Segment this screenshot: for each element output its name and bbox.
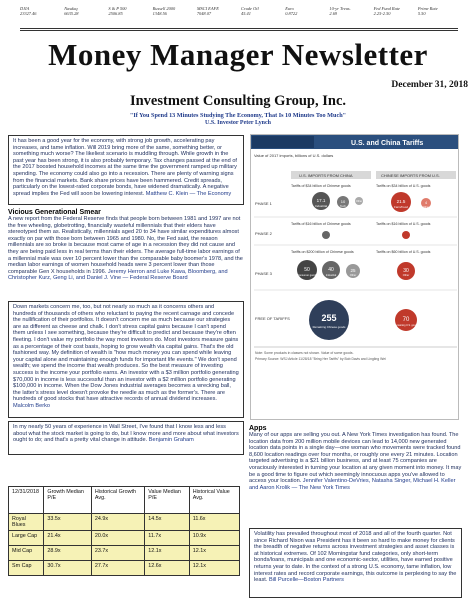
issue-date: December 31, 2018 [391, 80, 468, 90]
ticker-item: Russell 2000 1348.56 [152, 6, 176, 17]
tagline-quote: "If You Spend 13 Minutes Studying The Economy, That Is 10 Minutes Too Much" [129, 112, 347, 119]
chart-legend-title: Value of 2017 imports, billions of U.S. dollars [254, 153, 334, 158]
table-row [9, 561, 240, 576]
vicious-heading: Vicious Generational Smear [8, 209, 101, 216]
table-cell: Sm Cap [9, 561, 44, 576]
ticker-item: Fed Fund Rate 2.25-2.50 [373, 6, 400, 17]
apps-heading: Apps [249, 425, 267, 432]
table-row [9, 514, 240, 531]
phase2-label: PHASE 2 [255, 231, 272, 236]
economy-text: It has been a good year for the economy, with strong job growth, accelerating pay increases, and tame inflation. Will 2019 bring more of the same, something better, or something much worse? The likeliest scenario is muddling through. While growth in the past year has been strong, it is also probably temporary. Tax changes passed at the end of the 2017 boosted household incomes at the same time the government ramped up military spending. The economy could also go into a recession. There are plenty of warning signs from the financial markets. Bank share prices have been hammered. Credit spreads, particularly on the lowest-rated corporate bonds, have widened dramatically. A negative spread implies the Fed will soon be lowering interest. [13, 138, 237, 197]
table-cell: 11.6x [189, 514, 239, 531]
divider [20, 30, 458, 31]
ticker-item: Euro 0.8722 [285, 6, 298, 17]
economy-article-box [8, 135, 244, 205]
table-cell: Mid Cap [9, 546, 44, 561]
table-cell: Royal Blues [9, 514, 44, 531]
bubble-value: 30 [403, 268, 409, 274]
newsletter-title: Money Manager Newsletter [48, 37, 428, 72]
table-cell: Large Cap [9, 531, 44, 546]
graham-text: In my nearly 50 years of experience in Wall Street, I've found that I know less and less about what the stock market is going to do, but I know more and more about what investors ought to do; and that's a pretty vital change in attitude. [13, 424, 239, 444]
phase1-tariff-cn: Tariffs on $34 billion of U.S. goods [376, 184, 431, 188]
chart-header-title: U.S. and China Tariffs [351, 140, 424, 147]
bubble-value: 17.1 [316, 198, 326, 203]
table-cell: 21.4x [44, 531, 92, 546]
bubble [402, 231, 410, 239]
table-cell: 10.9x [189, 531, 239, 546]
bubble-value: 50 [304, 267, 310, 273]
bubble-label: Other [349, 274, 357, 277]
us-column-header: U.S. IMPORTS FROM CHINA [299, 173, 353, 178]
table-cell: 28.9x [44, 546, 92, 561]
bubble-label: Consumer goods [297, 274, 317, 277]
tagline-author: U.S. Investor Peter Lynch [205, 120, 271, 126]
bubble-label: Other [422, 206, 430, 209]
ticker-item: Crude Oil 45.41 [241, 6, 259, 17]
table-header-cell: Growth Median P/E [44, 487, 92, 514]
table-cell: 33.5x [44, 514, 92, 531]
chart-source: Primary Source: WSJ Article 11/28/18 "Bring Her Tariffs" by Bob Davis and Lingling Wei [255, 357, 386, 361]
table-header-cell: Historical Value Avg. [189, 487, 239, 514]
bubble-label: Remaining U.S. goods [394, 324, 418, 327]
bubble-value: Other [355, 200, 363, 203]
free-of-tariffs-label: FREE OF TARIFFS [255, 316, 290, 321]
economy-author: Matthew C. Klein — The Economy [145, 190, 232, 197]
bubble-label: Industrial [325, 274, 337, 277]
table-cell: 12.1x [189, 561, 239, 576]
apps-article [249, 423, 462, 491]
table-cell: 30.7x [44, 561, 92, 576]
tariff-chart-svg [251, 135, 459, 420]
table-header-cell: Historical Growth Avg. [91, 487, 144, 514]
volatility-article-box [249, 528, 462, 598]
bubble-value: 70 [402, 317, 410, 323]
phase2-tariff-us: Tariffs of $16 billion of Chinese goods [291, 222, 351, 226]
phase3-tariff-us: Tariffs on $200 billion of Chinese goods [291, 250, 354, 254]
table-cell: 12.1x [189, 546, 239, 561]
table-header-cell: 12/31/2018 [9, 487, 44, 514]
bubble-value: 25 [350, 268, 356, 273]
ticker-item: Nasdaq 6635.28 [64, 6, 79, 17]
income-text: Down markets concern me, too, but not nearly so much as it concerns others and hundreds of thousands of others who reluctant to paying the recent carnage and concede the nullification of their portfolios. It doesn't concern me as much because our strategies are as different as cheese and chalk. I don't stress capital gains because I can't spend them unless I see something, because they're difficult to predict and because they're often fleeting. I don't value my portfolio the way most investors do. Most investors measure gains as a percentage of their cost basis, hoping to grow wealth via capital gains. That's the old fashioned way. My definition of wealth is "how much money you can spend while leaving your capital alone and maintaining enough funds for important life events." We don't spend wealth; we spend the income that wealth produces. So the best measure of investing success is the income your portfolio earns. An investor with a $3 million portfolio generating $70,000 in income is less successful than an investor with a $2 million portfolio generating $100,000 in income. When the Dow Jones industrial averages becomes a wrecking ball, the latter's stress level doesn't provoke the needle as much as the former's. There are hundreds of good stocks that have attractive records of annual dividend increases. [13, 304, 239, 403]
apps-author: Jennifer Valentino-DeVries, Natasha Singer, Michael H. Keller and Aaron Krolik — The New York Times [249, 478, 456, 491]
table-cell: 24.9x [91, 514, 144, 531]
ticker-item: Prime Rate 5.50 [417, 6, 438, 17]
bubble-label: Other [402, 274, 410, 277]
table-row [9, 546, 240, 561]
table-cell: 23.7x [91, 546, 144, 561]
volatility-author: Bill Purcelle—Boston Partners [268, 577, 344, 584]
apps-text: Many of our apps are selling you out. A New York Times investigation has found. The location data from 200 million mobile devices can lead to 14,000 new generated location data points in a single day—one woman who movements were tracked found 8,600 location readings over four months, or roughly one every 21 minutes. Location targeted advertising is a $21 billion business, and at least 75 companies are voraciously interested in turning your location at any given moment into money. It may be a good time to figure out which seemingly innocuous apps you've allowed to access your location. [249, 432, 462, 485]
chart-note: Note: Some products in classes not shown. Value of some goods. [255, 351, 354, 355]
vicious-article [8, 207, 244, 282]
pe-valuation-table [8, 486, 240, 576]
bubble-value: 255 [321, 313, 337, 323]
bubble-label: Tech [340, 204, 346, 208]
vicious-text: A new report from the Federal Reserve finds that people born between 1981 and 1997 are not the free wheeling, globetrotting, financially wasteful millennials that their elders have stereotyped them as. Realistically, millennials aged 20 to 34 have similar expenditures almost exactly on par with those born between 1965 and 1980. No, the Fed said, the reason millennials are so broke is because most came of age in a recession they did not cause and they are being paid less in real terms than their elders. The average full-time labor earnings of a millennial male was over 10 percent lower than the comparable baby boomer's 1978, and the median labor earnings of women household heads were 3 percent lower than those comparable Gen X households in 1996. [8, 216, 243, 275]
income-article-box [8, 301, 244, 418]
phase2-tariff-cn: Tariffs on $16 billion of U.S. goods [376, 222, 431, 226]
bubble-label: Farm/Food [394, 205, 408, 209]
firm-name: Investment Consulting Group, Inc. [129, 93, 347, 109]
table-cell: 11.7x [145, 531, 189, 546]
income-author: Malcolm Berko [13, 402, 50, 409]
volatility-text: Volatility has prevailed throughout most of 2018 and all of the fourth quarter. Not since Richard Nixon was President has it been so hard to make money for clients the breadth of negative returns across investment strategies and asset classes is at historical extremes. Of 102 Morningstar fund categories, only short-term bonds/loans, municipals and one economic-sector, utilities, have earned positive returns year to date. In the context of a strong U.S. economy, tame inflation, low interest rates and record corporate earnings, this outcome is perplexing to say the least. [254, 531, 457, 584]
vicious-author: Jeremy Herron and Luke Kawa, Bloomberg, and Christopher Kurz, Geng Li, and Daniel J. Vine — Federal Reserve Board [8, 268, 228, 282]
graham-author: Benjamin Graham [148, 437, 194, 444]
bubble-label: Industrial [314, 204, 328, 208]
bubble-value: 40 [328, 267, 334, 273]
table-cell: 12.6x [145, 561, 189, 576]
market-ticker [20, 6, 462, 26]
phase1-tariff-us: Tariffs of $34 billion of Chinese goods [291, 184, 351, 188]
table-row [9, 531, 240, 546]
table-header-row [9, 487, 240, 514]
table-header-cell: Value Median P/E [145, 487, 189, 514]
phase3-tariff-cn: Tariffs on $60 billion of U.S. goods [376, 250, 431, 254]
ticker-item: 10-yr Treas. 2.69 [329, 6, 351, 17]
ticker-item: DJIA 23327.46 [20, 6, 37, 17]
bubble-value: 21.5 [396, 199, 406, 204]
ticker-item: MSCI EAFE 7048.07 [196, 6, 219, 17]
table-cell: 14.5x [145, 514, 189, 531]
phase1-label: PHASE 1 [255, 201, 272, 206]
ticker-item: S & P 500 2506.85 [108, 6, 127, 17]
tariff-infographic [250, 134, 459, 420]
phase3-label: PHASE 3 [255, 271, 272, 276]
bubble-value: 10 [340, 199, 346, 204]
table-cell: 20.0x [91, 531, 144, 546]
table-cell: 27.7x [91, 561, 144, 576]
cn-column-header: CHINESE IMPORTS FROM U.S. [381, 173, 440, 178]
graham-quote-box [8, 421, 244, 455]
bubble [322, 231, 330, 239]
divider [20, 28, 458, 29]
bubble-value: 4 [425, 201, 427, 205]
bubble-label: Remaining Chinese goods [312, 325, 346, 329]
table-cell: 12.1x [145, 546, 189, 561]
chart-header-flag [252, 136, 314, 148]
